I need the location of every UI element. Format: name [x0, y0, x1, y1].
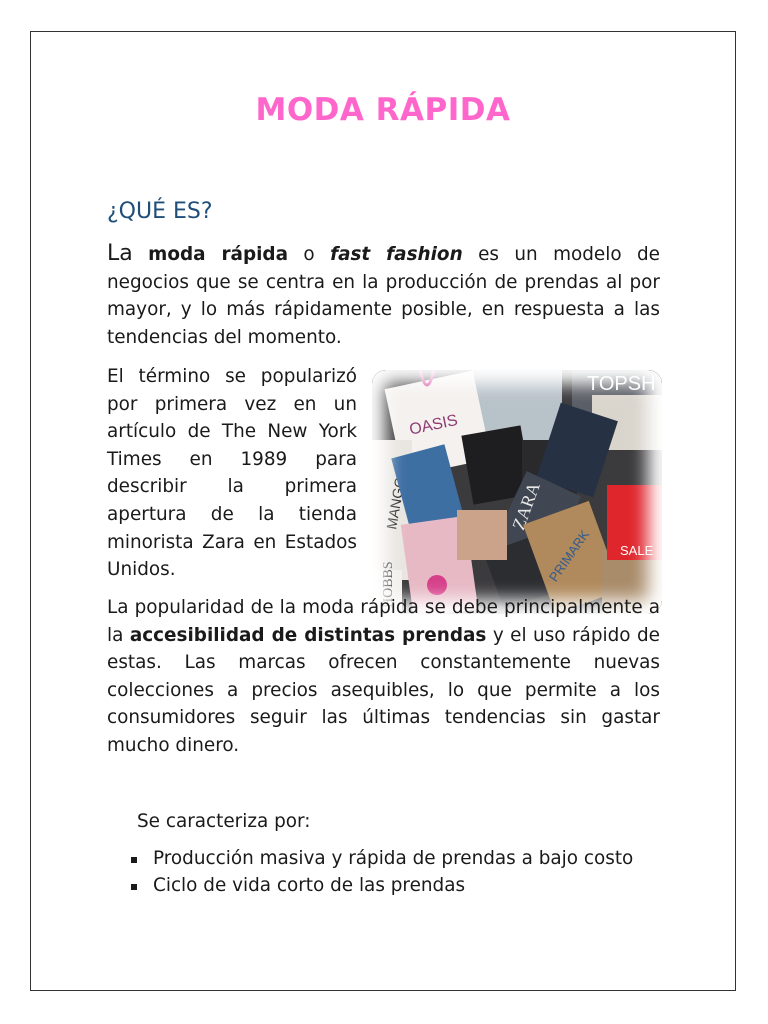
- sale-bag-text: SALE: [620, 543, 654, 558]
- list-item: Ciclo de vida corto de las prendas: [127, 873, 660, 900]
- sale-bag: [607, 485, 662, 560]
- paragraph-lead: La: [107, 241, 133, 266]
- mango-bag-text: MANGO: [383, 475, 409, 531]
- paragraph-history: El término se popularizó por primera vez en un artículo de The New York Times en 1989 para describir la primera apertura de la tienda minorista Zara en Estados Unidos.: [107, 366, 357, 581]
- patterned-bag: [592, 395, 662, 450]
- shopping-bags-illustration: [372, 370, 662, 614]
- term-moda-rapida: moda rápida: [148, 244, 289, 265]
- paragraph-popularity: [107, 594, 660, 760]
- list-intro: Se caracteriza por:: [137, 811, 311, 832]
- bullet-icon: [131, 884, 137, 890]
- definition-text: es un modelo de negocios que se centra en la producción de prendas al por mayor, y lo más rápidamente posible, en respuesta a las tendencias del momento.: [107, 244, 660, 348]
- popularity-text-rest: y el uso rápido de estas. Las marcas ofrecen constantemente nuevas colecciones a precios asequibles, lo que permite a los consumidores seguir las últimas tendencias sin gastar mucho dinero.: [107, 624, 660, 756]
- bullet-icon: [131, 857, 137, 863]
- topshop-bag-text: TOPSH: [587, 373, 656, 395]
- grey-bag: [472, 370, 562, 440]
- black-bag: [461, 425, 532, 504]
- popularity-text-start: La popularidad de la moda rápida se debe principalmente a la: [107, 597, 660, 646]
- navy-bag: [536, 403, 618, 498]
- connector-text: o: [288, 244, 331, 265]
- dark-bag: [572, 370, 662, 430]
- term-fast-fashion: fast fashion: [330, 244, 463, 265]
- oasis-bag: [385, 370, 492, 477]
- document-page: [30, 31, 736, 991]
- hobbs-bag-text: HOBBS: [381, 561, 396, 608]
- page-title: MODA RÁPIDA: [255, 92, 511, 128]
- oasis-bag-text: OASIS: [407, 411, 460, 439]
- list-item: Producción masiva y rápida de prendas a bajo costo: [127, 846, 660, 873]
- section-heading: ¿QUÉ ES?: [107, 199, 213, 224]
- zara-bag-text: ZARA: [508, 479, 544, 533]
- term-accesibilidad: accesibilidad de distintas prendas: [129, 624, 487, 646]
- zara-bag: [493, 471, 581, 569]
- paragraph-definition: [107, 240, 660, 351]
- shopping-bags-photo: [372, 370, 662, 614]
- characteristics-list: [127, 846, 660, 899]
- primark-bag-text: PRIMARK: [545, 527, 593, 585]
